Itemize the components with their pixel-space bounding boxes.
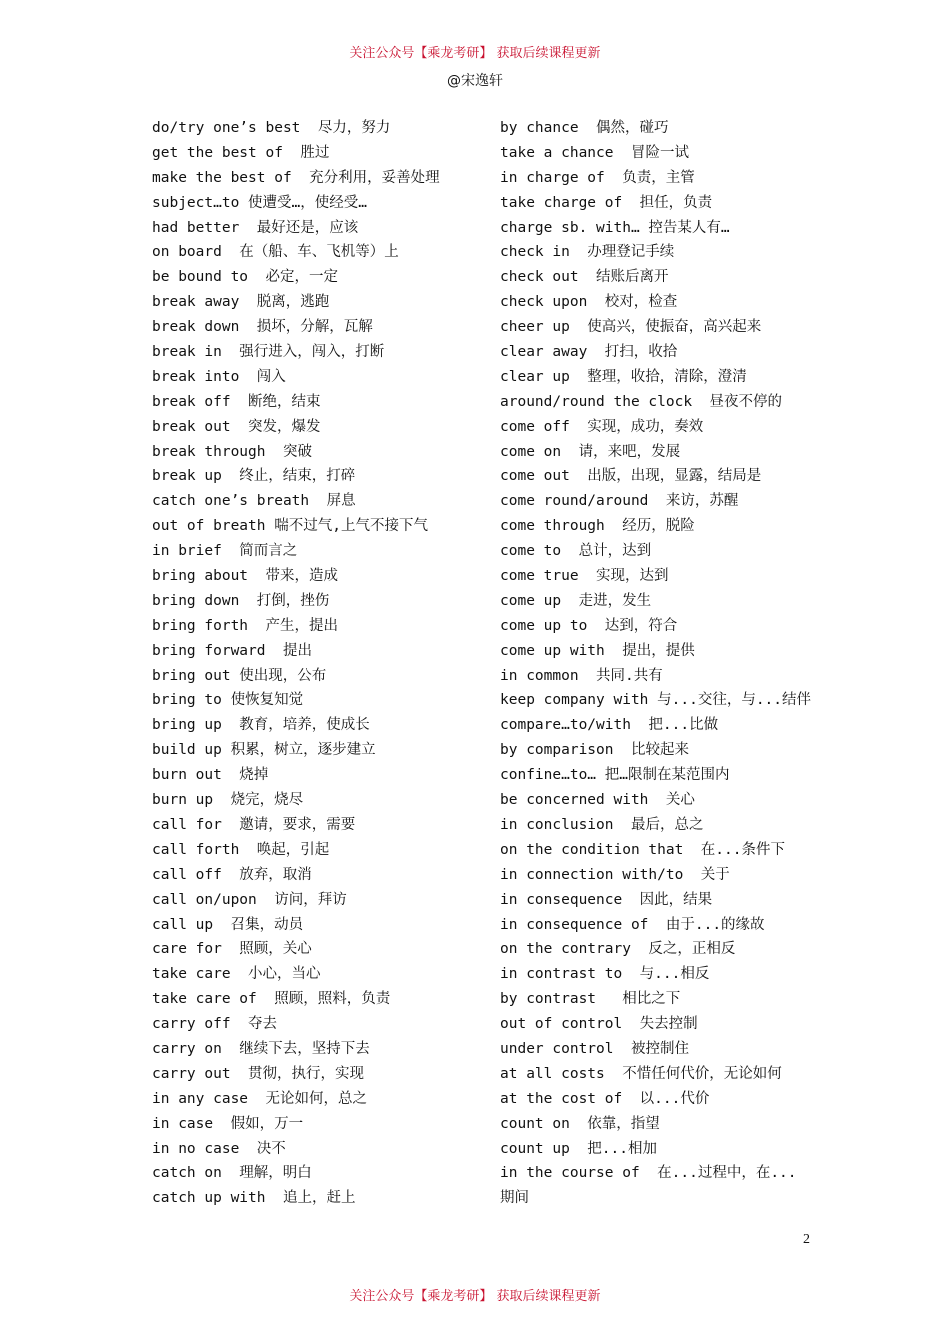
phrase-entry: in case 假如，万一 (152, 1115, 304, 1132)
phrase-entry: on the contrary 反之，正相反 (500, 941, 736, 958)
phrase-entry: clear up 整理，收拾，清除，澄清 (500, 368, 747, 385)
phrase-entry: burn up 烧完，烧尽 (152, 792, 304, 809)
phrase-entry: bring to 使恢复知觉 (152, 692, 304, 709)
header-banner: 关注公众号【乘龙考研】 获取后续课程更新 (349, 46, 601, 61)
phrase-entry: break in 强行进入，闯入，打断 (152, 344, 385, 361)
phrase-entry: break away 脱离，逃跑 (152, 294, 330, 311)
phrase-entry: break up 终止，结束，打碎 (152, 468, 356, 485)
left-phrase-list (152, 116, 532, 1211)
phrase-entry: charge sb. with… 控告某人有… (500, 219, 730, 236)
phrase-entry: break off 断绝，结束 (152, 393, 321, 410)
phrase-entry: confine…to… 把…限制在某范围内 (500, 767, 730, 784)
phrase-entry: come round/around 来访，苏醒 (500, 493, 739, 510)
phrase-entry: bring about 带来，造成 (152, 568, 338, 585)
phrase-entry: take care of 照顾，照料，负责 (152, 991, 391, 1008)
phrase-entry: had better 最好还是，应该 (152, 219, 359, 236)
phrase-entry: out of breath 喘不过气,上气不接下气 (152, 518, 428, 535)
phrase-entry: under control 被控制住 (500, 1040, 689, 1057)
phrase-entry: by contrast 相比之下 (500, 991, 681, 1008)
phrase-entry: come up 走进，发生 (500, 592, 652, 609)
phrase-entry: break down 损坏，分解，瓦解 (152, 319, 373, 336)
phrase-entry: call up 召集，动员 (152, 916, 304, 933)
phrase-entry: call on/upon 访问，拜访 (152, 891, 347, 908)
phrase-entry: be bound to 必定，一定 (152, 269, 338, 286)
author-handle: @宋逸轩 (447, 73, 503, 89)
phrase-entry: take charge of 担任，负责 (500, 194, 713, 211)
phrase-entry: in charge of 负责，主管 (500, 169, 695, 186)
phrase-entry: keep company with 与...交往，与...结伴 (500, 692, 812, 709)
phrase-entry: care for 照顾，关心 (152, 941, 312, 958)
phrase-entry: in consequence 因此，结果 (500, 891, 713, 908)
phrase-entry: catch up with 追上，赶上 (152, 1190, 356, 1207)
phrase-entry: in common 共同.共有 (500, 667, 663, 684)
right-phrase-list (500, 116, 830, 1211)
phrase-entry: in brief 简而言之 (152, 543, 298, 560)
phrase-entry: take care 小心，当心 (152, 966, 321, 983)
phrase-entry: at all costs 不惜任何代价，无论如何 (500, 1065, 782, 1082)
phrase-entry: bring out 使出现，公布 (152, 667, 327, 684)
phrase-entry: build up 积累，树立，逐步建立 (152, 742, 376, 759)
phrase-entry: count up 把...相加 (500, 1140, 657, 1157)
phrase-entry: check in 办理登记手续 (500, 244, 675, 261)
phrase-entry: on board 在（船、车、飞机等）上 (152, 244, 399, 261)
phrase-entry: catch on 理解，明白 (152, 1165, 312, 1182)
phrase-entry: break through 突破 (152, 443, 312, 460)
phrase-entry: carry out 贯彻，执行，实现 (152, 1065, 365, 1082)
phrase-entry: come out 出版，出现，显露，结局是 (500, 468, 762, 485)
phrase-entry: be concerned with 关心 (500, 792, 695, 809)
phrase-entry: bring down 打倒，挫伤 (152, 592, 330, 609)
phrase-entry: break out 突发，爆发 (152, 418, 321, 435)
phrase-entry: call for 邀请，要求，需要 (152, 816, 356, 833)
phrase-entry: in consequence of 由于...的缘故 (500, 916, 765, 933)
phrase-entry: bring up 教育，培养，使成长 (152, 717, 370, 734)
phrase-entry: count on 依靠，指望 (500, 1115, 660, 1132)
phrase-entry: out of control 失去控制 (500, 1016, 698, 1033)
phrase-entry: come off 实现，成功，奏效 (500, 418, 704, 435)
phrase-entry: come up with 提出，提供 (500, 642, 695, 659)
phrase-entry: bring forward 提出 (152, 642, 312, 659)
phrase-entry: around/round the clock 昼夜不停的 (500, 393, 783, 410)
phrase-entry: in contrast to 与...相反 (500, 966, 710, 983)
phrase-entry: subject…to 使遭受…，使经受… (152, 194, 367, 211)
phrase-entry: at the cost of 以...代价 (500, 1090, 710, 1107)
phrase-entry: burn out 烧掉 (152, 767, 269, 784)
phrase-entry: carry on 继续下去，坚持下去 (152, 1040, 370, 1057)
page-number: 2 (803, 1232, 810, 1247)
phrase-entry: in any case 无论如何，总之 (152, 1090, 367, 1107)
phrase-entry: take a chance 冒险一试 (500, 144, 689, 161)
phrase-entry: in connection with/to 关于 (500, 866, 730, 883)
phrase-entry: get the best of 胜过 (152, 144, 330, 161)
phrase-entry: come true 实现，达到 (500, 568, 669, 585)
phrase-entry: check upon 校对，检查 (500, 294, 678, 311)
phrase-entry: come through 经历，脱险 (500, 518, 695, 535)
phrase-entry: come on 请，来吧，发展 (500, 443, 681, 460)
phrase-entry: break into 闯入 (152, 368, 286, 385)
phrase-entry: by chance 偶然，碰巧 (500, 120, 669, 136)
phrase-entry: in conclusion 最后，总之 (500, 816, 704, 833)
phrase-entry: make the best of 充分利用，妥善处理 (152, 169, 440, 186)
phrase-entry: check out 结账后离开 (500, 269, 669, 286)
phrase-entry: cheer up 使高兴，使振奋，高兴起来 (500, 319, 762, 336)
phrase-entry: clear away 打扫，收拾 (500, 344, 678, 361)
phrase-entry: catch one’s breath 屏息 (152, 493, 356, 510)
phrase-entry: in no case 决不 (152, 1140, 286, 1157)
phrase-entry: call off 放弃，取消 (152, 866, 312, 883)
phrase-entry: on the condition that 在...条件下 (500, 841, 785, 858)
phrase-entry: do/try one’s best 尽力，努力 (152, 120, 391, 136)
phrase-entry: call forth 唤起，引起 (152, 841, 330, 858)
phrase-entry: compare…to/with 把...比做 (500, 717, 719, 734)
phrase-entry: come to 总计，达到 (500, 543, 652, 560)
phrase-entry: by comparison 比较起来 (500, 742, 689, 759)
phrase-entry: bring forth 产生，提出 (152, 617, 338, 634)
phrase-entry: in the course of 在...过程中，在... 期间 (500, 1165, 797, 1207)
phrase-entry: carry off 夺去 (152, 1016, 278, 1033)
footer-banner: 关注公众号【乘龙考研】 获取后续课程更新 (349, 1289, 601, 1304)
phrase-entry: come up to 达到，符合 (500, 617, 678, 634)
